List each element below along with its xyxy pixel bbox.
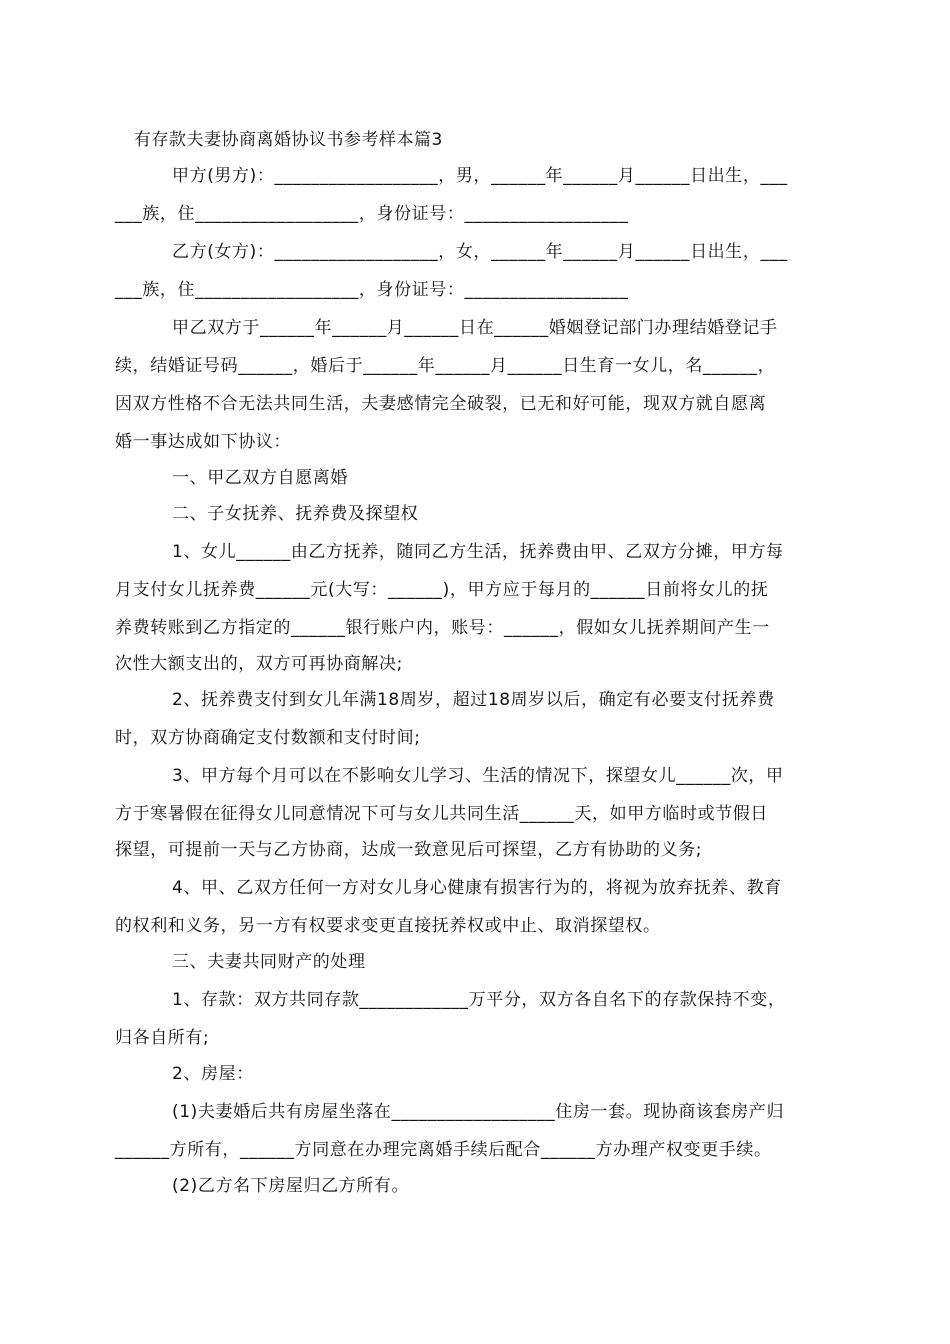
- text-line: 的权利和义务，另一方有权要求变更直接抚养权或中止、取消探望权。: [115, 916, 661, 936]
- text-line: ___族，住__________________，身份证号：__________________: [115, 204, 629, 224]
- text-line: 4、甲、乙双方任何一方对女儿身心健康有损害行为的，将视为放弃抚养、教育: [172, 878, 782, 898]
- text-line: ___族，住__________________，身份证号：__________________: [115, 280, 629, 300]
- text-line: ______方所有，______方同意在办理完离婚手续后配合______方办理产权变更手续。: [115, 1140, 772, 1160]
- text-line: 婚一事达成如下协议：: [115, 432, 291, 452]
- text-line: 归各自所有;: [115, 1028, 210, 1048]
- section-heading: 三、夫妻共同财产的处理: [172, 952, 366, 972]
- text-line: 探望，可提前一天与乙方协商，达成一致意见后可探望，乙方有协助的义务;: [115, 840, 703, 860]
- text-line: 2、房屋：: [172, 1064, 254, 1084]
- text-line: 方于寒暑假在征得女儿同意情况下可与女儿共同生活______天，如甲方临时或节假日: [115, 804, 768, 824]
- text-line: 养费转账到乙方指定的______银行账户内，账号：______，假如女儿抚养期间产生一: [115, 618, 770, 638]
- text-line: 续，结婚证号码______，婚后于______年______月______日生育一女儿，名______，: [115, 356, 776, 376]
- section-heading: 二、子女抚养、抚养费及探望权: [172, 504, 419, 524]
- text-line: 月支付女儿抚养费______元(大写：______)，甲方应于每月的______日前将女儿的抚: [115, 580, 769, 600]
- section-heading: 一、甲乙双方自愿离婚: [172, 468, 348, 488]
- text-line: 次性大额支出的，双方可再协商解决;: [115, 654, 403, 674]
- text-line: 1、女儿______由乙方抚养，随同乙方生活，抚养费由甲、乙双方分摊，甲方每: [172, 542, 784, 562]
- text-line: (1)夫妻婚后共有房屋坐落在__________________住房一套。现协商该套房产归: [172, 1102, 785, 1122]
- text-line: 甲乙双方于______年______月______日在______婚姻登记部门办理结婚登记手: [172, 318, 778, 338]
- text-line: 2、抚养费支付到女儿年满18周岁，超过18周岁以后，确定有必要支付抚养费: [172, 690, 775, 710]
- text-line: (2)乙方名下房屋归乙方所有。: [172, 1176, 410, 1196]
- text-line: 时，双方协商确定支付数额和支付时间;: [115, 728, 421, 748]
- text-line: 乙方(女方)：__________________，女，______年______月______日出生，___: [172, 242, 788, 262]
- text-line: 1、存款：双方共同存款____________万平分，双方各自名下的存款保持不变，: [172, 990, 786, 1010]
- text-line: 因双方性格不合无法共同生活，夫妻感情完全破裂，已无和好可能，现双方就自愿离: [115, 394, 767, 414]
- document-title: 有存款夫妻协商离婚协议书参考样本篇3: [134, 130, 443, 150]
- text-line: 3、甲方每个月可以在不影响女儿学习、生活的情况下，探望女儿______次，甲: [172, 766, 784, 786]
- text-line: 甲方(男方)：__________________，男，______年______月______日出生，___: [172, 166, 788, 186]
